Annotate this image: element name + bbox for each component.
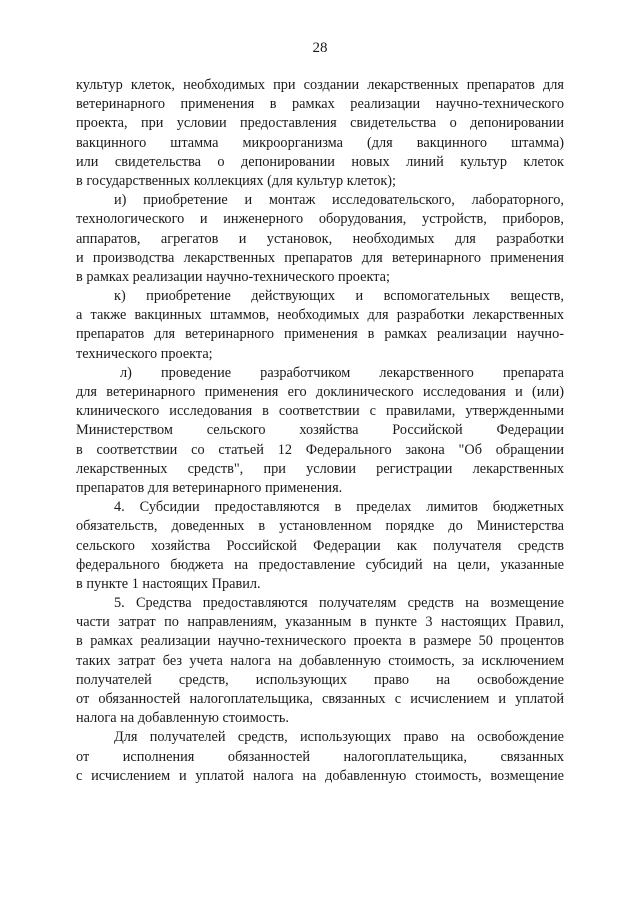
- text-line: налога на добавленную стоимость.: [76, 710, 289, 727]
- text-line: обязательств, доведенных в установленном порядке до Министерства: [76, 518, 564, 535]
- text-line: технического проекта;: [76, 345, 213, 362]
- text-line: 4. Субсидии предоставляются в пределах лимитов бюджетных: [114, 499, 564, 516]
- text-line: в соответствии со статьей 12 Федерального закона "Об обращении: [76, 441, 564, 458]
- text-line: ветеринарного применения в рамках реализации научно-технического: [76, 96, 564, 113]
- text-line: Для получателей средств, использующих право на освобождение: [114, 729, 564, 746]
- text-line: получателей средств, использующих право на освобождение: [76, 671, 564, 688]
- text-line: препаратов для ветеринарного применения.: [76, 479, 343, 496]
- text-line: в рамках реализации научно-технического проекта в размере 50 процентов: [76, 633, 564, 650]
- text-line: в рамках реализации научно-технического проекта;: [76, 268, 390, 285]
- text-line: препаратов для ветеринарного применения в рамках реализации научно-: [76, 326, 564, 343]
- text-line: к) приобретение действующих и вспомогательных веществ,: [114, 288, 564, 305]
- document-body: [76, 76, 564, 786]
- text-line: в пункте 1 настоящих Правил.: [76, 575, 261, 592]
- text-line: лекарственных средств", при условии регистрации лекарственных: [76, 460, 564, 477]
- text-line: Министерством сельского хозяйства Российской Федерации: [76, 422, 564, 439]
- text-line: л) проведение разработчиком лекарственного препарата: [120, 364, 564, 381]
- text-line: вакцинного штамма микроорганизма (для вакцинного штамма): [76, 134, 564, 151]
- text-line: части затрат по направлениям, указанным в пункте 3 настоящих Правил,: [76, 614, 564, 631]
- text-line: клинического исследования в соответствии с правилами, утвержденными: [76, 403, 564, 420]
- text-line: или свидетельства о депонировании новых линий культур клеток: [76, 153, 564, 170]
- text-line: с исчислением и уплатой налога на добавленную стоимость, возмещение: [76, 767, 564, 784]
- text-line: от исполнения обязанностей налогоплательщика, связанных: [76, 748, 564, 765]
- text-line: от обязанностей налогоплательщика, связанных с исчислением и уплатой: [76, 691, 564, 707]
- text-line: аппаратов, агрегатов и установок, необходимых для разработки: [76, 230, 564, 247]
- text-line: федерального бюджета на предоставление субсидий на цели, указанные: [76, 556, 564, 573]
- text-line: сельского хозяйства Российской Федерации как получателя средств: [76, 537, 564, 554]
- text-line: а также вакцинных штаммов, необходимых для разработки лекарственных: [76, 307, 564, 324]
- page-number: 28: [312, 40, 328, 56]
- text-line: технологического и инженерного оборудования, устройств, приборов,: [76, 211, 564, 228]
- text-line: культур клеток, необходимых при создании лекарственных препаратов для: [76, 77, 564, 93]
- text-line: таких затрат без учета налога на добавленную стоимость, за исключением: [76, 652, 564, 669]
- text-line: для ветеринарного применения его доклинического исследования и (или): [76, 384, 564, 400]
- text-line: 5. Средства предоставляются получателям средств на возмещение: [114, 595, 564, 612]
- text-line: проекта, при условии предоставления свидетельства о депонировании: [76, 115, 564, 132]
- text-line: в государственных коллекциях (для культур клеток);: [76, 172, 397, 189]
- text-line: и) приобретение и монтаж исследовательского, лабораторного,: [114, 192, 564, 209]
- text-line: и производства лекарственных препаратов для ветеринарного применения: [76, 249, 564, 266]
